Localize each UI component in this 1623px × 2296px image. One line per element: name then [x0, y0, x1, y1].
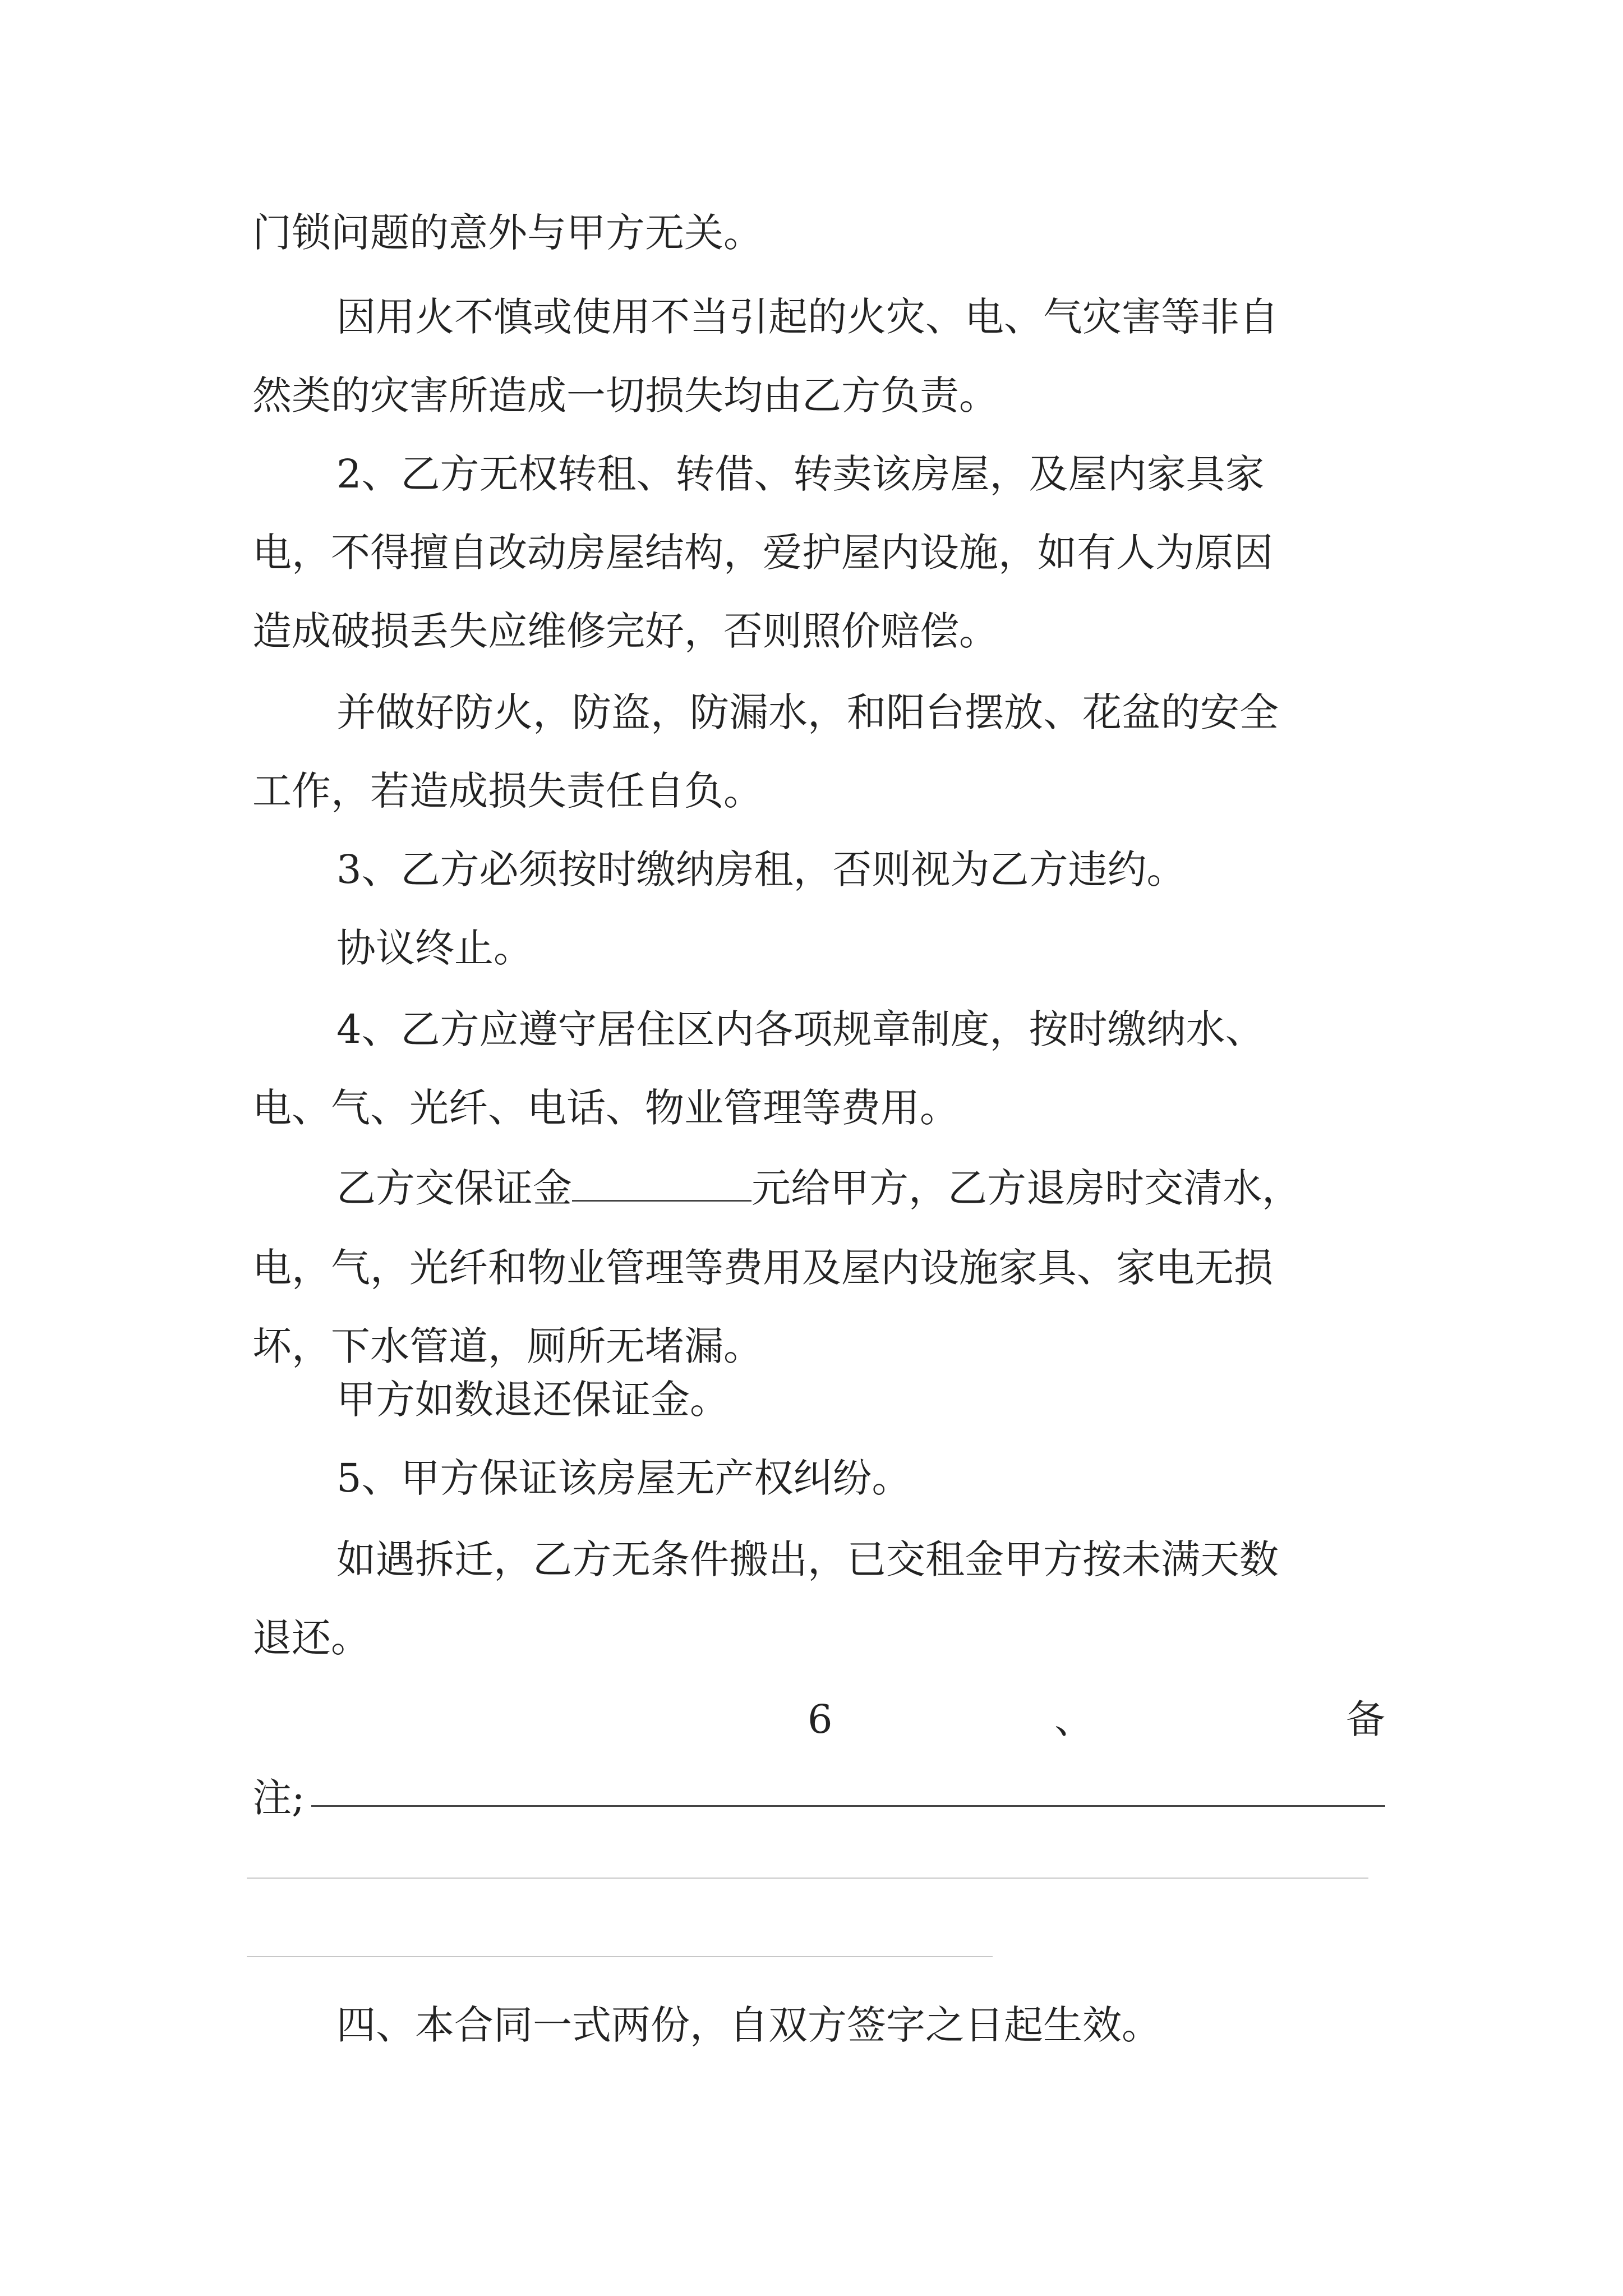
line-6: 造成破损丢失应维修完好，否则照价赔偿。 [252, 608, 998, 654]
line-10: 协议终止。 [336, 925, 533, 971]
line-1: 门锁问题的意外与甲方无关。 [252, 210, 763, 256]
line-14: 坏，下水管道，厕所无堵漏。 [252, 1323, 763, 1369]
line-8: 工作，若造成损失责任自负。 [252, 768, 763, 814]
remark-number: 6 [808, 1696, 833, 1742]
line-18: 退还。 [252, 1615, 370, 1661]
line-17: 如遇拆迁，乙方无条件搬出，已交租金甲方按未满天数 [336, 1536, 1279, 1582]
remark-rule-2 [247, 1956, 993, 1957]
line-7: 并做好防火，防盗，防漏水，和阳台摆放、花盆的安全 [336, 689, 1279, 735]
line-11: 4、乙方应遵守居住区内各项规章制度，按时缴纳水、 [336, 1006, 1265, 1052]
deposit-blank [572, 1166, 751, 1202]
line-3: 然类的灾害所造成一切损失均由乙方负责。 [252, 372, 998, 418]
line-5: 电，不得擅自改动房屋结构，爱护屋内设施，如有人为原因 [252, 530, 1273, 576]
remark-separator: 、 [1054, 1696, 1094, 1742]
remark-label: 注; [252, 1775, 305, 1821]
line-12: 电、气、光纤、电话、物业管理等费用。 [252, 1085, 959, 1131]
line-4: 2、乙方无权转租、转借、转卖该房屋，及屋内家具家 [336, 451, 1265, 497]
deposit-before: 乙方交保证金 [336, 1165, 572, 1211]
line-2: 因用火不慎或使用不当引起的火灾、电、气灾害等非自 [336, 294, 1279, 340]
line-16: 5、甲方保证该房屋无产权纠纷。 [336, 1455, 911, 1501]
line-15: 甲方如数退还保证金。 [336, 1377, 729, 1423]
closing-line: 四、本合同一式两份，自双方签字之日起生效。 [336, 2002, 1161, 2048]
line-9: 3、乙方必须按时缴纳房租，否则视为乙方违约。 [336, 846, 1186, 892]
remark-rule-1 [247, 1878, 1368, 1879]
deposit-after: 元给甲方，乙方退房时交清水， [751, 1165, 1301, 1211]
line-13: 电，气，光纤和物业管理等费用及屋内设施家具、家电无损 [252, 1245, 1273, 1291]
deposit-line [336, 1160, 1301, 1216]
remark-word-1: 备 [1346, 1696, 1385, 1742]
remark-underline [311, 1805, 1385, 1807]
